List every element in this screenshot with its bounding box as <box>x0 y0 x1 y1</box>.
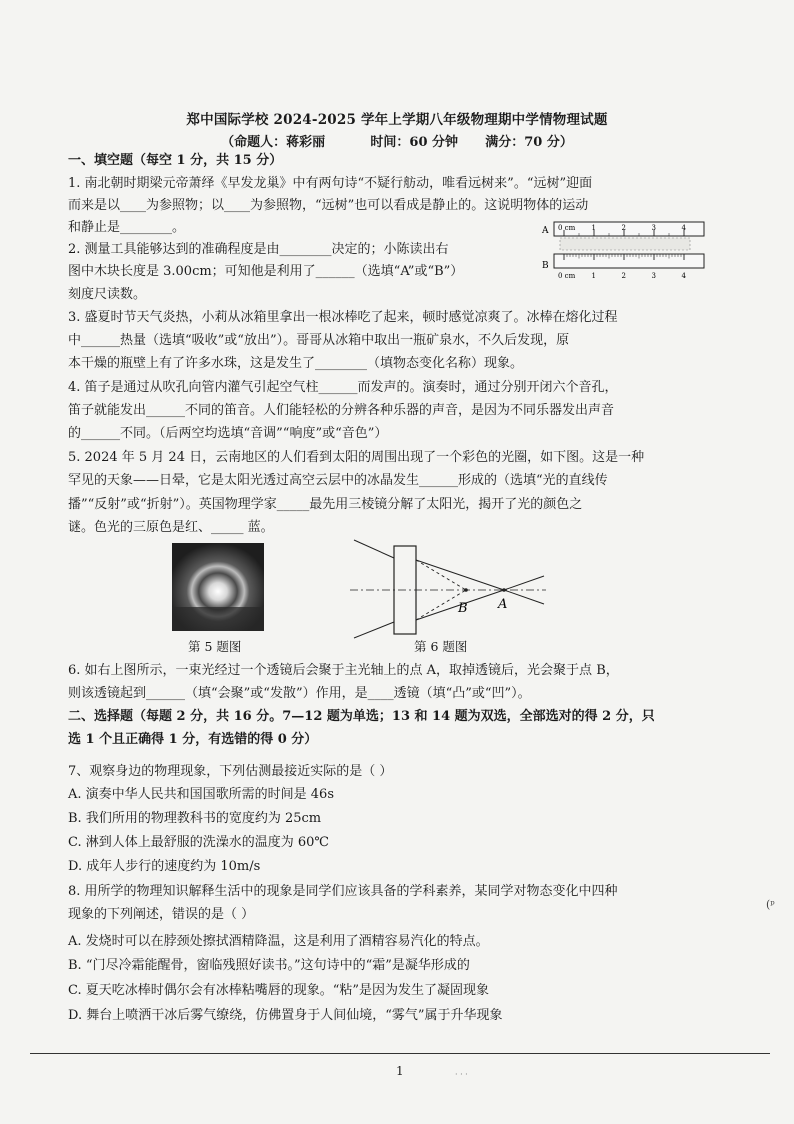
ruler-tick-label: 1 <box>591 224 596 232</box>
ray-top-out <box>416 560 504 590</box>
q8-option-d: D. 舞台上喷洒干冰后雾气缭绕，仿佛置身于人间仙境，“雾气”属于升华现象 <box>68 1008 503 1023</box>
page-number: 1 <box>396 1064 404 1078</box>
section-heading-choice-1: 二、选择题（每题 2 分，共 16 分。7—12 题为单选；13 和 14 题为双选，全部选对的得 2 分，只 <box>68 709 655 724</box>
margin-mark: (ᵖ <box>766 898 775 911</box>
point-b <box>464 588 468 592</box>
q7-stem: 7、观察身边的物理现象，下列估测最接近实际的是（ ） <box>68 764 393 779</box>
q6-line-2: 则该透镜起到______（填“会聚”或“发散”）作用，是____透镜（填“凸”或“凹”）。 <box>68 686 531 701</box>
point-b-label: B <box>458 601 468 616</box>
q7-option-a: A. 演奏中华人民共和国国歌所需的时间是 46s <box>68 787 334 802</box>
q3-line-2: 中______热量（选填“吸收”或“放出”）。哥哥从冰箱中取出一瓶矿泉水，不久后发现，原 <box>68 333 570 348</box>
q8-option-a: A. 发烧时可以在脖颈处擦拭酒精降温，这是利用了酒精容易汽化的特点。 <box>68 934 489 949</box>
q7-option-c: C. 淋到人体上最舒服的洗澡水的温度为 60℃ <box>68 835 329 850</box>
q3-line-1: 3. 盛夏时节天气炎热，小莉从冰箱里拿出一根冰棒吃了起来，顿时感觉凉爽了。冰棒在熔化过程 <box>68 310 618 325</box>
ruler-b-unit: 0 cm <box>558 272 576 280</box>
ruler-figure <box>540 214 708 284</box>
q4-line-3: 的______不同。（后两空均选填“音调”“响度”或“音色”） <box>68 426 388 441</box>
q8-stem-1: 8. 用所学的物理知识解释生活中的现象是同学们应该具备的学科素养，某同学对物态变化中四种 <box>68 884 618 899</box>
q1-line-3: 和静止是________。 <box>68 220 186 235</box>
q7-option-b: B. 我们所用的物理教科书的宽度约为 25cm <box>68 811 322 826</box>
ruler-tick-label: 3 <box>651 224 656 232</box>
ruler-b <box>554 254 704 268</box>
ray-top-in <box>354 540 394 558</box>
q2-line-1: 2. 测量工具能够达到的准确程度是由________决定的；小陈读出右 <box>68 242 449 257</box>
ruler-a-label: A <box>542 226 549 236</box>
ruler-a-unit: 0 cm <box>558 224 576 232</box>
sun-halo-photo <box>172 543 264 631</box>
point-a <box>502 588 506 592</box>
point-a-label: A <box>498 597 508 612</box>
exam-title: 郑中国际学校 2024-2025 学年上学期八年级物理期中学情物理试题 <box>186 112 608 128</box>
q4-line-2: 笛子就能发出______不同的笛音。人们能轻松的分辨各种乐器的声音，是因为不同乐器发出声音 <box>68 403 615 418</box>
q3-line-3: 本干燥的瓶壁上有了许多水珠，这是发生了________（填物态变化名称）现象。 <box>68 356 524 371</box>
ruler-tick-label: 3 <box>651 272 656 280</box>
footer-divider <box>30 1053 770 1054</box>
figure6-caption: 第 6 题图 <box>414 639 468 654</box>
ruler-tick-label: 4 <box>681 272 686 280</box>
q5-line-3: 播”“反射”或“折射”）。英国物理学家_____最先用三棱镜分解了太阳光，揭开了光的颜色之 <box>68 497 583 512</box>
lens-diagram <box>348 534 548 639</box>
q8-stem-2: 现象的下列阐述，错误的是（ ） <box>68 907 255 922</box>
ray-top-after <box>504 590 544 604</box>
q5-line-4: 谜。色光的三原色是红、_____ 蓝。 <box>68 520 274 535</box>
q8-option-c: C. 夏天吃冰棒时偶尔会有冰棒粘嘴唇的现象。“粘”是因为发生了凝固现象 <box>68 983 490 998</box>
q5-line-2: 罕见的天象——日晕，它是太阳光透过高空云层中的冰晶发生______形成的（选填“光的直线传 <box>68 473 608 488</box>
scan-mark: · · · <box>455 1070 468 1079</box>
ruler-tick-label: 1 <box>591 272 596 280</box>
ruler-tick-label: 2 <box>621 272 626 280</box>
q1-line-1: 1. 南北朝时期梁元帝萧绎《早发龙巢》中有两句诗“不疑行舫动，唯看远树来”。“远树”迎面 <box>68 176 593 191</box>
q8-option-b: B. “门尽冷霜能醒骨，窗临残照好读书。”这句诗中的“霜”是凝华形成的 <box>68 958 470 973</box>
section-heading-choice-2: 选 1 个且正确得 1 分，有选错的得 0 分） <box>68 732 318 747</box>
exam-subtitle: （命题人：蒋彩丽 时间：60 分钟 满分：70 分） <box>221 135 573 150</box>
ray-bottom-after <box>504 576 544 590</box>
q2-line-3: 刻度尺读数。 <box>68 287 147 302</box>
q1-line-2: 而来是以____为参照物；以____为参照物，“远树”也可以看成是静止的。这说明物体的运动 <box>68 198 589 213</box>
section-heading-fill: 一、填空题（每空 1 分，共 15 分） <box>68 153 283 168</box>
wood-block <box>560 238 690 250</box>
q7-option-d: D. 成年人步行的速度约为 10m/s <box>68 859 261 874</box>
ruler-tick-label: 4 <box>681 224 686 232</box>
q4-line-1: 4. 笛子是通过从吹孔向管内灌气引起空气柱______而发声的。演奏时，通过分别开闭六个音孔， <box>68 380 618 395</box>
ray-bottom-in <box>354 622 394 638</box>
q2-line-2: 图中木块长度是 3.00cm；可知他是利用了______（选填“A”或“B”） <box>68 264 464 279</box>
ruler-tick-label: 2 <box>621 224 626 232</box>
figure5-caption: 第 5 题图 <box>188 639 242 654</box>
ruler-b-label: B <box>542 261 549 271</box>
q6-line-1: 6. 如右上图所示，一束光经过一个透镜后会聚于主光轴上的点 A，取掉透镜后，光会聚于点 B， <box>68 663 619 678</box>
q5-line-1: 5. 2024 年 5 月 24 日，云南地区的人们看到太阳的周围出现了一个彩色的光圈，如下图。这是一种 <box>68 450 645 465</box>
